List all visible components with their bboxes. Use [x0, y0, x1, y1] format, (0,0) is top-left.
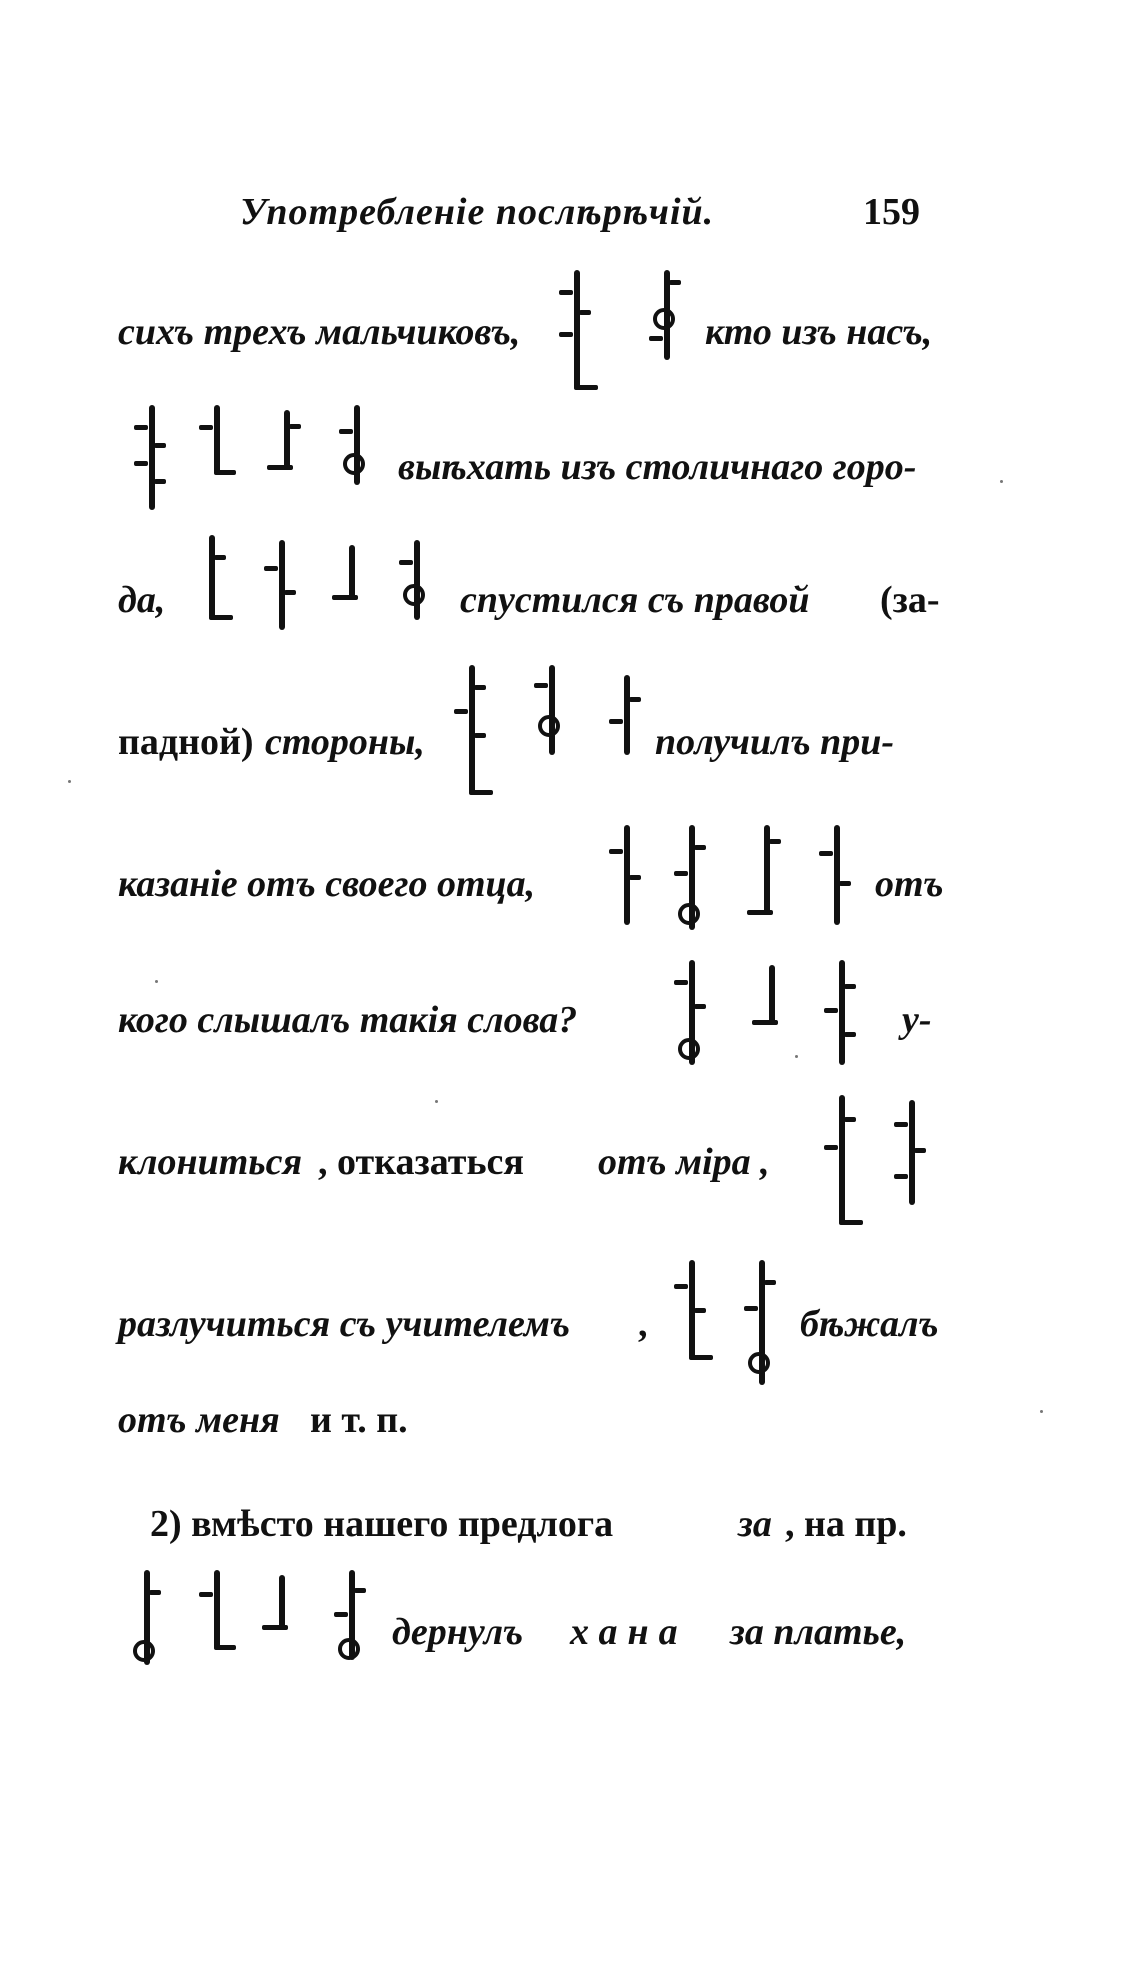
text-line-10b: за — [738, 1503, 772, 1545]
text-line-8b: , — [638, 1303, 648, 1345]
text-line-4b: стороны, — [265, 721, 425, 763]
text-line-7b: , отказаться — [318, 1141, 524, 1183]
mongolian-word — [140, 405, 162, 510]
mongolian-word — [680, 960, 702, 1065]
text-line-3b: спустился съ правой — [460, 579, 810, 621]
text-line-5b: отъ — [875, 863, 944, 905]
text-line-8a: разлучиться съ учителемъ — [118, 1303, 570, 1345]
mongolian-word — [680, 825, 702, 930]
text-line-4c: получилъ при- — [655, 721, 895, 763]
mongolian-word — [565, 270, 587, 390]
scan-speck — [155, 980, 158, 983]
text-line-7a: клониться — [118, 1141, 303, 1183]
page-number: 159 — [863, 191, 920, 233]
mongolian-word — [205, 405, 227, 475]
text-line-6b: у- — [902, 999, 932, 1041]
mongolian-word — [760, 965, 782, 1025]
text-line-11a: дернулъ — [392, 1611, 524, 1653]
mongolian-word — [200, 535, 222, 620]
mongolian-word — [340, 545, 362, 600]
text-line-5a: казаніе отъ своего отца, — [118, 863, 536, 905]
scan-speck — [795, 1055, 798, 1058]
scan-speck — [1000, 480, 1003, 483]
scan-speck — [68, 780, 71, 783]
scan-speck — [1040, 1410, 1043, 1413]
mongolian-word — [270, 1575, 292, 1630]
mongolian-word — [460, 665, 482, 795]
mongolian-word — [755, 825, 777, 915]
mongolian-word — [655, 270, 677, 360]
text-line-3c: (за- — [880, 579, 940, 621]
text-line-9a: отъ меня — [118, 1399, 280, 1441]
text-line-6a: кого слышалъ такія слова? — [118, 999, 578, 1041]
text-line-1a: сихъ трехъ мальчиковъ, — [118, 311, 521, 353]
text-line-10c: , на пр. — [785, 1503, 907, 1545]
text-line-11b: хана — [570, 1611, 688, 1653]
mongolian-word — [750, 1260, 772, 1385]
mongolian-word — [615, 675, 637, 755]
text-line-4a: падной) — [118, 721, 254, 763]
mongolian-word — [830, 1095, 852, 1225]
text-line-10a: 2) вмѣсто нашего предлога — [150, 1503, 614, 1545]
mongolian-word — [405, 540, 427, 620]
mongolian-word — [540, 665, 562, 755]
mongolian-word — [275, 410, 297, 470]
mongolian-word — [345, 405, 367, 485]
running-head: Употребленіе послѣрѣчій. — [240, 191, 715, 233]
text-line-1b: кто изъ насъ, — [705, 311, 933, 353]
text-line-9b: и т. п. — [310, 1399, 408, 1441]
page-header — [240, 190, 920, 250]
mongolian-word — [615, 825, 637, 925]
mongolian-word — [135, 1570, 157, 1665]
text-line-2: выѣхать изъ столичнаго горо- — [398, 446, 917, 488]
text-line-7c: отъ міра , — [598, 1141, 770, 1183]
mongolian-word — [825, 825, 847, 925]
mongolian-word — [340, 1570, 362, 1660]
mongolian-word — [830, 960, 852, 1065]
mongolian-word — [680, 1260, 702, 1360]
text-line-11c: за платье, — [730, 1611, 907, 1653]
text-line-3a: да, — [118, 579, 166, 621]
text-line-8c: бѣжалъ — [800, 1303, 939, 1345]
mongolian-word — [900, 1100, 922, 1205]
mongolian-word — [205, 1570, 227, 1650]
scan-speck — [435, 1100, 438, 1103]
mongolian-word — [270, 540, 292, 630]
